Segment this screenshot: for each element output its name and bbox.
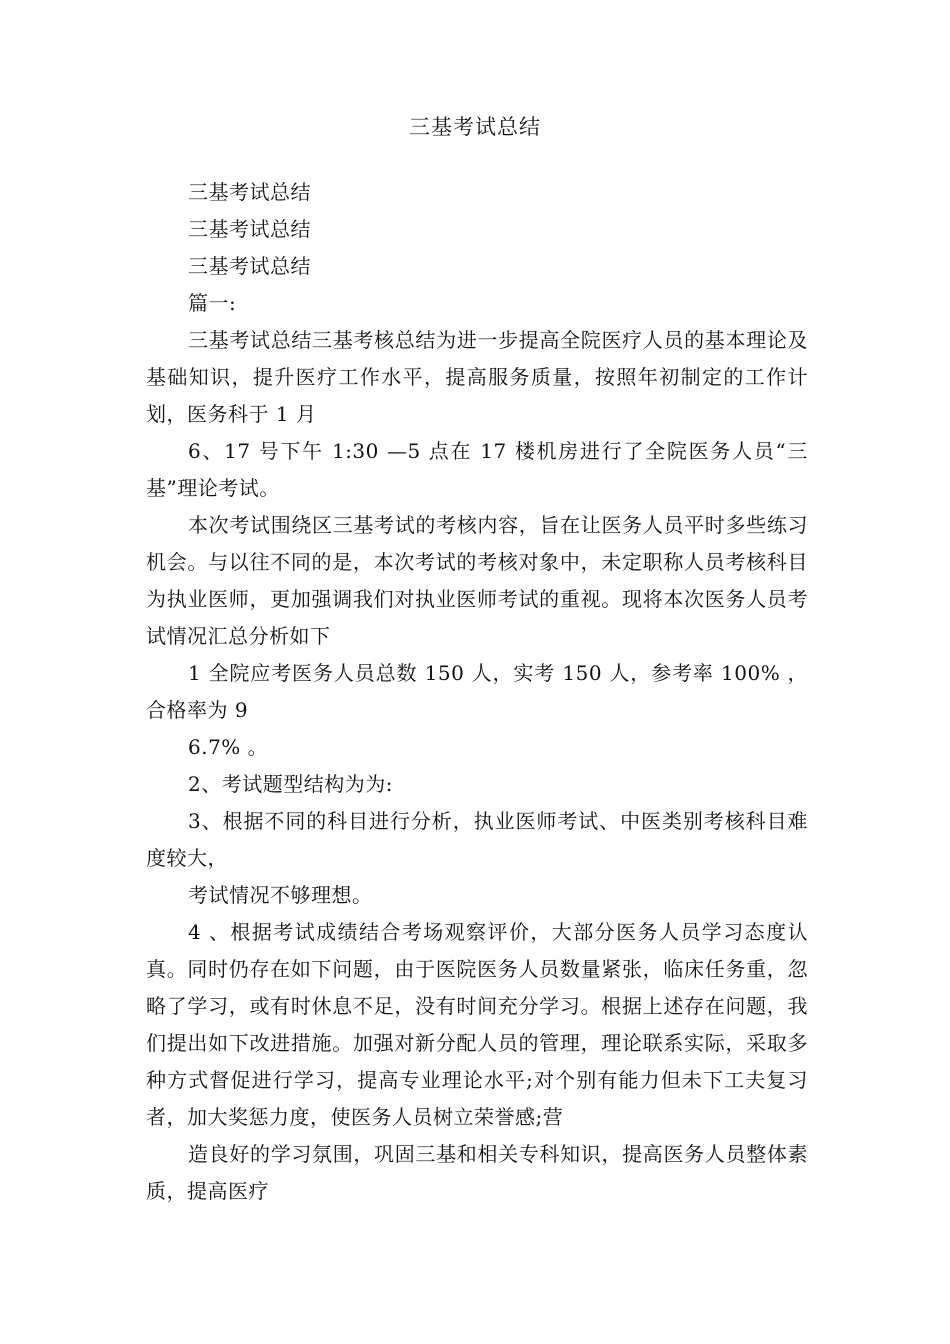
document-body — [146, 174, 808, 1210]
paragraph-item-1: 1 全院应考医务人员总数 150 人，实考 150 人，参考率 100% ，合格率为 9 — [146, 661, 808, 722]
paragraph-item-1-cont: 6.7% 。 — [188, 735, 269, 759]
paragraph-1: 三基考试总结 — [188, 180, 311, 204]
section-heading-part-one: 篇一: — [188, 291, 237, 315]
paragraph-exam-time: 6、17 号下午 1:30 —5 点在 17 楼机房进行了全院医务人员“三基”理论考试。 — [146, 439, 808, 500]
paragraph-item-2: 2、考试题型结构为为: — [188, 772, 393, 796]
paragraph-item-4-cont: 造良好的学习氛围，巩固三基和相关专科知识，提高医务人员整体素质，提高医疗 — [146, 1142, 808, 1203]
document-title: 三基考试总结 — [409, 115, 541, 139]
paragraph-exam-scope: 本次考试围绕区三基考试的考核内容，旨在让医务人员平时多些练习机会。与以往不同的是，本次考试的考核对象中，未定职称人员考核科目为执业医师，更加强调我们对执业医师考试的重视。现将本次医务人员考试情况汇总分析如下 — [146, 513, 808, 648]
paragraph-3: 三基考试总结 — [188, 254, 311, 278]
paragraph-intro: 三基考试总结三基考核总结为进一步提高全院医疗人员的基本理论及基础知识，提升医疗工作水平，提高服务质量，按照年初制定的工作计划，医务科于 1 月 — [146, 328, 808, 426]
paragraph-item-3: 3、根据不同的科目进行分析，执业医师考试、中医类别考核科目难度较大， — [146, 809, 808, 870]
paragraph-item-3-cont: 考试情况不够理想。 — [188, 883, 373, 907]
paragraph-2: 三基考试总结 — [188, 217, 311, 241]
paragraph-item-4: 4 、根据考试成绩结合考场观察评价，大部分医务人员学习态度认真。同时仍存在如下问题，由于医院医务人员数量紧张，临床任务重，忽略了学习，或有时休息不足，没有时间充分学习。根据上述存在问题，我们提出如下改进措施。加强对新分配人员的管理，理论联系实际，采取多种方式督促进行学习，提高专业理论水平;对个别有能力但未下工夫复习者，加大奖惩力度，使医务人员树立荣誉感;营 — [146, 920, 808, 1129]
